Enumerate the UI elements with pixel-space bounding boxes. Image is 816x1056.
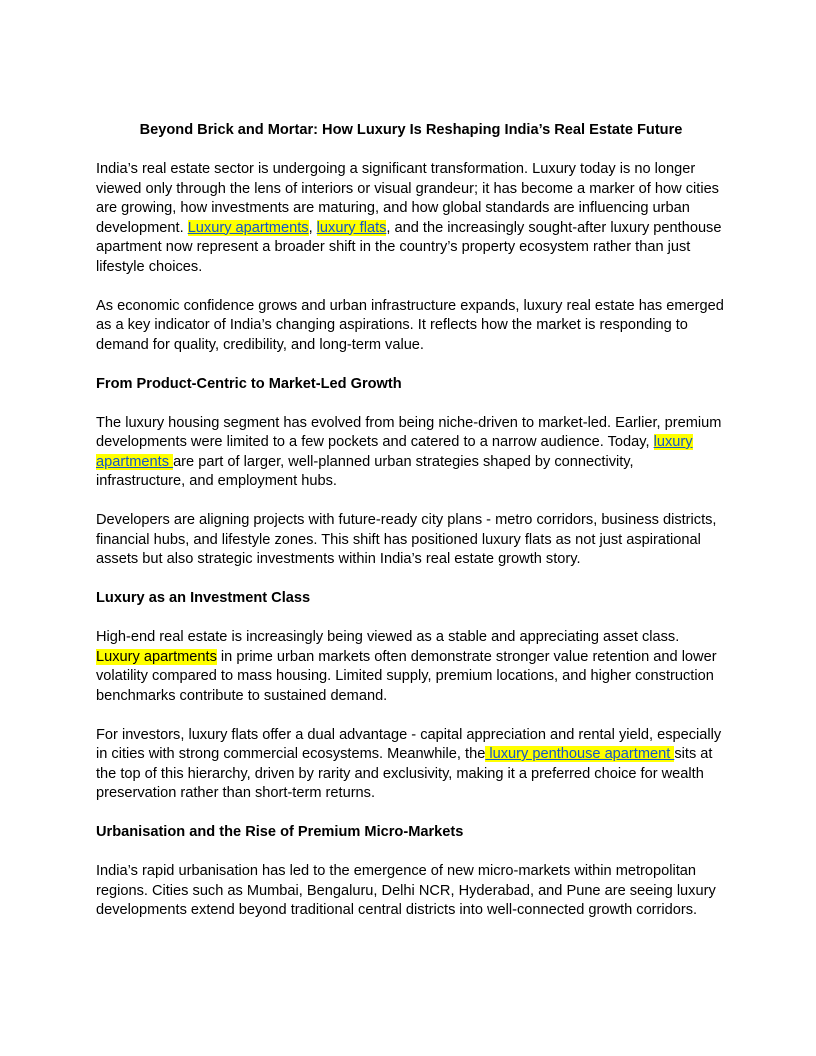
document-title: Beyond Brick and Mortar: How Luxury Is Reshaping India’s Real Estate Future	[139, 122, 683, 138]
paragraph-text: sits at the top of this hierarchy, driven by rarity and exclusivity, making it a preferred choice for wealth preservation rather than short-term returns.	[96, 746, 713, 801]
paragraph-investors	[96, 726, 726, 804]
highlighted-text: Luxury apartments	[96, 648, 217, 665]
luxury-apartments-link-2[interactable]: luxury apartments	[96, 434, 693, 470]
paragraph-text: India’s real estate sector is undergoing a significant transformation. Luxury today is no longer viewed only through the lens of interiors or visual grandeur; it has become a marker of how cities are growing, how investments are maturing, and how global standards are influencing urban development.	[96, 161, 719, 236]
section-heading-investment-class: Luxury as an Investment Class	[96, 590, 311, 606]
paragraph-text: are part of larger, well-planned urban strategies shaped by connectivity, infrastructure, and employment hubs.	[96, 453, 634, 489]
luxury-flats-link[interactable]: luxury flats	[316, 219, 387, 236]
paragraph-developers: Developers are aligning projects with future-ready city plans - metro corridors, business districts, financial hubs, and lifestyle zones. This shift has positioned luxury flats as not just aspirational assets but also strategic investments within India’s real estate growth story.	[96, 512, 717, 567]
section-heading-market-led: From Product-Centric to Market-Led Growth	[96, 375, 402, 392]
luxury-apartments-link[interactable]: Luxury apartments	[187, 219, 309, 236]
paragraph-economic-confidence: As economic confidence grows and urban infrastructure expands, luxury real estate has emerged as a key indicator of India’s changing aspirations. It reflects how the market is responding to demand for quality, credibility, and long-term value.	[96, 297, 724, 353]
section-heading-urbanisation: Urbanisation and the Rise of Premium Micro-Markets	[96, 824, 464, 840]
paragraph-text: For investors, luxury flats offer a dual advantage - capital appreciation and rental yield, especially in cities with strong commercial ecosystems. Meanwhile, the	[96, 726, 722, 762]
paragraph-text: in prime urban markets often demonstrate stronger value retention and lower volatility compared to mass housing. Limited supply, premium locations, and higher construction benchmarks contribute to sustained demand.	[96, 648, 717, 704]
paragraph-urbanisation: India’s rapid urbanisation has led to the emergence of new micro-markets within metropolitan regions. Cities such as Mumbai, Bengaluru, Delhi NCR, Hyderabad, and Pune are seeing luxury developments extend beyond traditional central districts into well-connected growth corridors.	[96, 863, 716, 918]
luxury-penthouse-link[interactable]: luxury penthouse apartment	[485, 746, 675, 762]
paragraph-intro	[96, 160, 726, 277]
separator-text: ,	[308, 219, 317, 236]
paragraph-text: High-end real estate is increasingly being viewed as a stable and appreciating asset class.	[96, 629, 680, 645]
document-page	[96, 121, 726, 940]
paragraph-text: , and the increasingly sought-after luxury penthouse apartment now represent a broader shift in the country’s property ecosystem rather than just lifestyle choices.	[96, 219, 722, 275]
paragraph-text: The luxury housing segment has evolved from being niche-driven to market-led. Earlier, premium developments were limited to a few pockets and catered to a narrow audience. Today,	[96, 414, 722, 450]
paragraph-high-end	[96, 628, 726, 706]
paragraph-luxury-segment	[96, 414, 726, 492]
